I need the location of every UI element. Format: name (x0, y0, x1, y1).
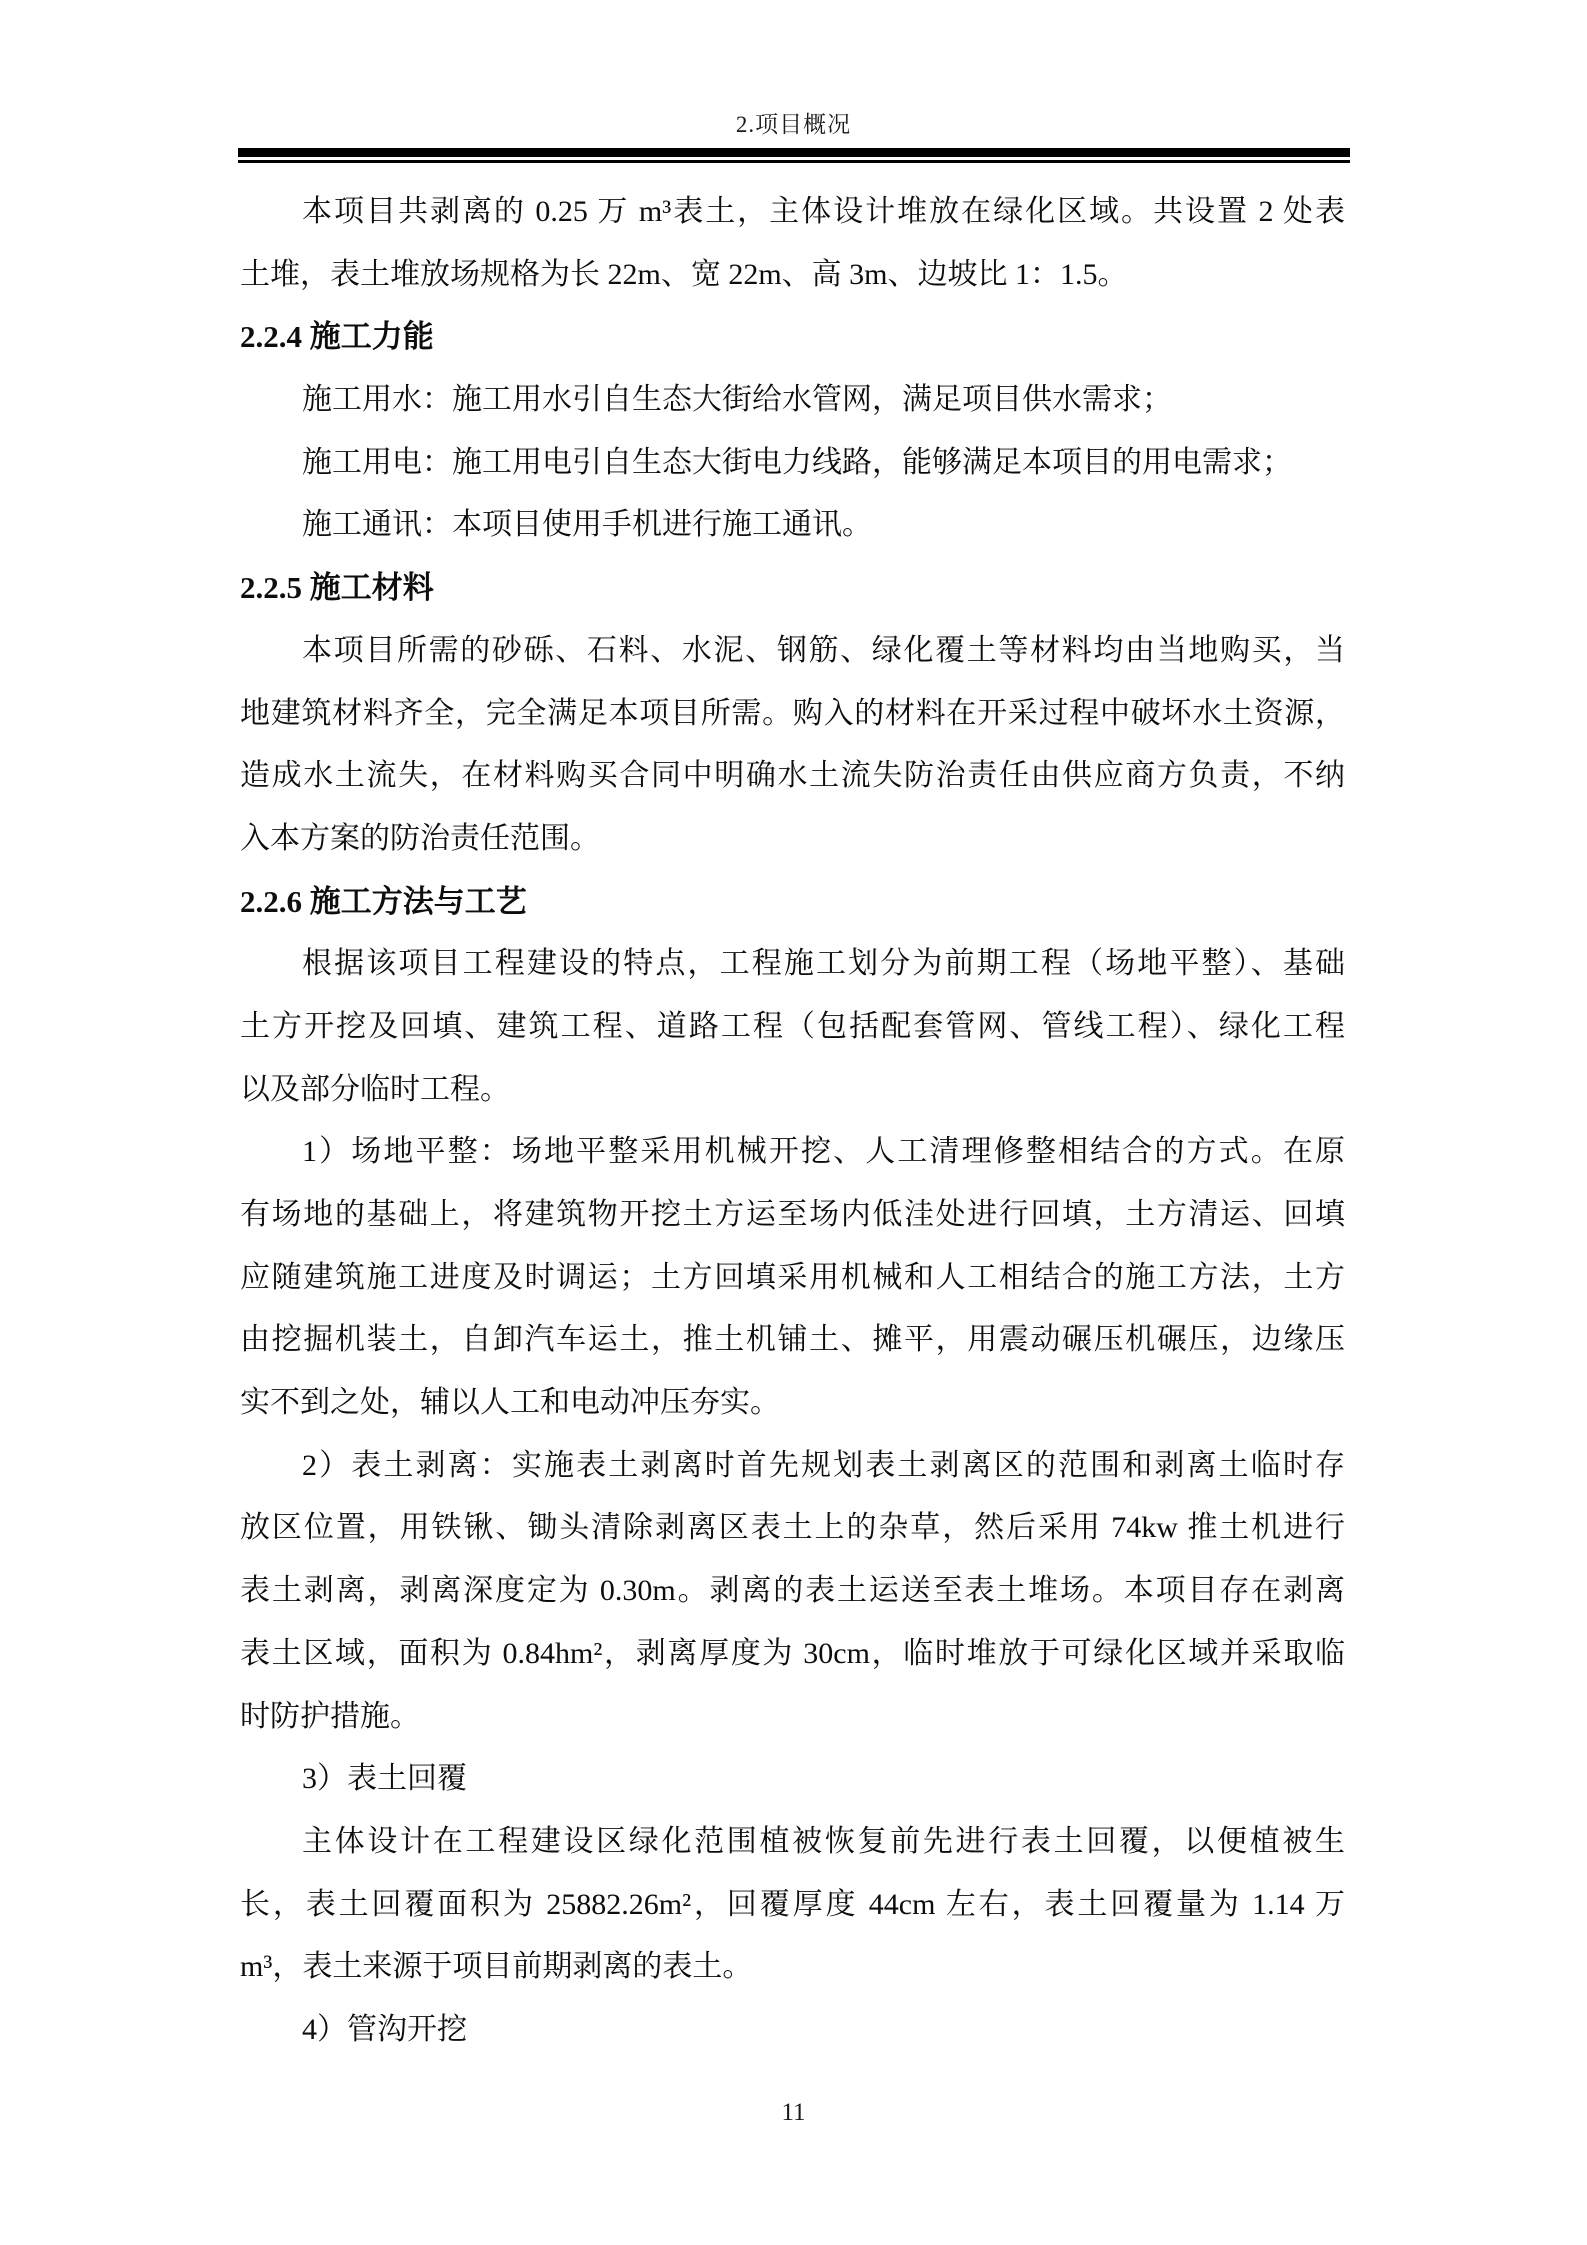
page-header-title: 2.项目概况 (735, 112, 852, 137)
header-rule-thin (238, 160, 1350, 163)
text-line: 施工用电：施工用电引自生态大街电力线路，能够满足本项目的用电需求； (302, 445, 1292, 479)
text-line: 本项目共剥离的 0.25 万 m³表土，主体设计堆放在绿化区域。共设置 2 处表 (302, 195, 1345, 228)
footer-page-number: 11 (781, 2099, 806, 2126)
section-heading: 2.2.5 施工材料 (240, 570, 434, 606)
text-line: 放区位置，用铁锹、锄头清除剥离区表土上的杂草，然后采用 74kw 推土机进行 (240, 1511, 1345, 1545)
text-line: 土堆，表土堆放场规格为长 22m、宽 22m、高 3m、边坡比 1：1.5。 (240, 257, 1128, 291)
text-line: 2）表土剥离：实施表土剥离时首先规划表土剥离区的范围和剥离土临时存 (302, 1448, 1345, 1482)
text-line: 施工通讯：本项目使用手机进行施工通讯。 (302, 508, 872, 542)
text-line: 主体设计在工程建设区绿化范围植被恢复前先进行表土回覆，以便植被生 (302, 1824, 1345, 1858)
text-line: 地建筑材料齐全，完全满足本项目所需。购入的材料在开采过程中破坏水土资源， (240, 696, 1345, 730)
text-line: 入本方案的防治责任范围。 (240, 821, 600, 855)
text-line: 表土剥离，剥离深度定为 0.30m。剥离的表土运送至表土堆场。本项目存在剥离 (240, 1574, 1345, 1608)
section-heading: 2.2.4 施工力能 (240, 319, 434, 355)
text-line: 应随建筑施工进度及时调运；土方回填采用机械和人工相结合的施工方法，土方 (240, 1260, 1345, 1294)
text-line: m³，表土来源于项目前期剥离的表土。 (240, 1950, 753, 1984)
text-line: 时防护措施。 (240, 1699, 420, 1733)
document-body (240, 181, 1345, 2062)
text-line: 实不到之处，辅以人工和电动冲压夯实。 (240, 1386, 780, 1420)
text-line: 以及部分临时工程。 (240, 1072, 510, 1106)
text-line: 4）管沟开挖 (302, 2012, 467, 2046)
text-line: 长，表土回覆面积为 25882.26m²，回覆厚度 44cm 左右，表土回覆量为 1.14 万 (240, 1887, 1345, 1921)
text-line: 3）表土回覆 (302, 1762, 467, 1796)
text-line: 施工用水：施工用水引自生态大街给水管网，满足项目供水需求； (302, 383, 1172, 417)
text-line: 本项目所需的砂砾、石料、水泥、钢筋、绿化覆土等材料均由当地购买，当 (302, 633, 1345, 667)
section-heading: 2.2.6 施工方法与工艺 (240, 883, 527, 919)
text-line: 由挖掘机装土，自卸汽车运土，推土机铺土、摊平，用震动碾压机碾压，边缘压 (240, 1323, 1345, 1357)
text-line: 土方开挖及回填、建筑工程、道路工程（包括配套管网、管线工程）、绿化工程 (240, 1009, 1345, 1043)
text-line: 造成水土流失，在材料购买合同中明确水土流失防治责任由供应商方负责，不纳 (240, 759, 1345, 793)
text-line: 根据该项目工程建设的特点，工程施工划分为前期工程（场地平整）、基础 (302, 947, 1345, 981)
text-line: 有场地的基础上，将建筑物开挖土方运至场内低洼处进行回填，土方清运、回填 (240, 1198, 1345, 1231)
header-rule-thick (238, 148, 1350, 157)
text-line: 1）场地平整：场地平整采用机械开挖、人工清理修整相结合的方式。在原 (302, 1135, 1345, 1169)
text-line: 表土区域，面积为 0.84hm²，剥离厚度为 30cm，临时堆放于可绿化区域并采取临 (240, 1636, 1345, 1670)
